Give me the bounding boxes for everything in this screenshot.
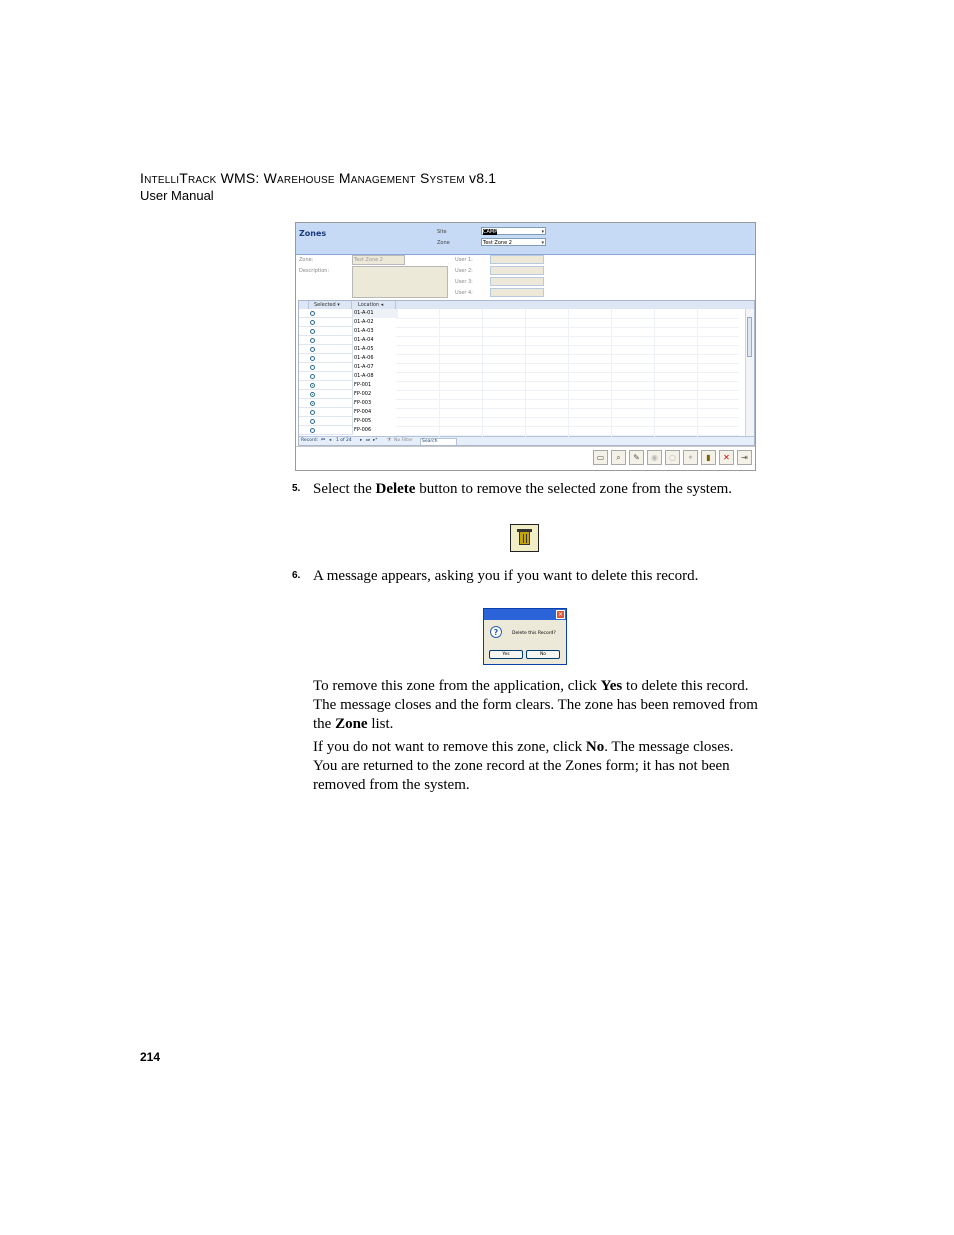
description-field[interactable] <box>352 266 448 298</box>
selected-radio[interactable] <box>310 338 315 343</box>
selected-radio[interactable] <box>310 320 315 325</box>
form-title: Zones <box>299 229 327 238</box>
p2-b: No <box>585 739 605 755</box>
zone-field-label: Zone: <box>299 257 314 263</box>
record-label: Record: <box>301 438 319 443</box>
p1-c: to delete this record. The message closes and the form clears. The zone has been removed from the <box>313 678 758 732</box>
yes-button[interactable]: Yes <box>489 650 523 659</box>
page-number: 214 <box>140 1050 161 1064</box>
zone-value: Test Zone 2 <box>483 240 512 246</box>
chevron-down-icon: ▾ <box>541 229 544 235</box>
clear-icon[interactable]: ○ <box>665 450 680 465</box>
table-row[interactable] <box>299 318 396 327</box>
open-icon[interactable]: ▭ <box>593 450 608 465</box>
dialog-message: Delete this Record? <box>512 631 556 636</box>
prev-record-icon[interactable]: ◂ <box>329 438 332 443</box>
user1-label: User 1: <box>455 257 473 263</box>
trash-can-icon <box>519 531 530 545</box>
selected-radio[interactable] <box>310 365 315 370</box>
grid-line <box>396 345 739 346</box>
step-5-number: 5. <box>292 483 301 494</box>
paragraph-no <box>313 738 758 795</box>
selected-radio[interactable] <box>310 329 315 334</box>
table-row[interactable] <box>299 327 396 336</box>
paragraph-yes <box>313 677 758 734</box>
grid-line <box>396 318 739 319</box>
toolbar-separator <box>296 446 755 447</box>
location-cell: 01-A-02 <box>352 318 398 327</box>
location-cell: FP-002 <box>352 390 398 399</box>
user3-label: User 3: <box>455 279 473 285</box>
p2-a: If you do not want to remove this zone, click <box>313 739 586 755</box>
selected-radio[interactable] <box>310 410 315 415</box>
p1-d: Zone <box>335 716 368 732</box>
p2-c: . The message closes. You are returned to the zone record at the Zones form; it has not been removed from the system. <box>313 739 734 793</box>
table-row[interactable] <box>299 399 396 408</box>
user2-label: User 2: <box>455 268 473 274</box>
running-header-title <box>140 170 496 186</box>
column-header-location-label: Location <box>358 302 380 308</box>
user3-field[interactable] <box>490 277 544 286</box>
product-title: Warehouse Management System <box>263 170 465 186</box>
cancel-icon[interactable]: ✕ <box>719 450 734 465</box>
selected-radio[interactable] <box>310 356 315 361</box>
next-record-icon[interactable]: ▸ <box>360 438 363 443</box>
grid-line <box>396 381 739 382</box>
close-icon[interactable]: × <box>557 611 564 618</box>
location-cell: 01-A-04 <box>352 336 398 345</box>
user4-label: User 4: <box>455 290 473 296</box>
table-row[interactable] <box>299 390 396 399</box>
user2-field[interactable] <box>490 266 544 275</box>
site-label: Site <box>437 229 447 235</box>
selected-radio[interactable] <box>310 401 315 406</box>
step-6-text: A message appears, asking you if you want to delete this record. <box>313 568 699 584</box>
column-header-selected-label: Selected <box>314 302 336 308</box>
filter-icon: ⧩ <box>387 438 392 443</box>
record-position[interactable]: 1 of 24 <box>336 438 352 443</box>
location-cell: 01-A-06 <box>352 354 398 363</box>
p1-e: list. <box>367 716 394 732</box>
selected-radio[interactable] <box>310 374 315 379</box>
location-cell: FP-004 <box>352 408 398 417</box>
grid-line <box>396 408 739 409</box>
selected-radio[interactable] <box>310 383 315 388</box>
table-row[interactable] <box>299 309 396 318</box>
table-row[interactable] <box>299 363 396 372</box>
question-icon: ? <box>490 626 502 638</box>
table-row[interactable] <box>299 426 396 435</box>
site-select[interactable] <box>481 227 546 235</box>
zone-label: Zone <box>437 240 450 246</box>
table-row[interactable] <box>299 372 396 381</box>
location-cell: 01-A-03 <box>352 327 398 336</box>
description-label: Description: <box>299 268 330 274</box>
zones-form-screenshot <box>295 222 756 471</box>
column-header-location[interactable]: Location ◂ <box>352 301 396 309</box>
grid-line <box>396 372 739 373</box>
p1-b: Yes <box>600 678 623 694</box>
selected-radio[interactable] <box>310 428 315 433</box>
table-row[interactable] <box>299 381 396 390</box>
location-cell: 01-A-01 <box>352 309 398 318</box>
user1-field[interactable] <box>490 255 544 264</box>
location-cell: 01-A-08 <box>352 372 398 381</box>
new-icon[interactable]: ✦ <box>683 450 698 465</box>
form-toolbar <box>593 450 752 467</box>
step-5-text-b: button to remove the selected zone from the system. <box>415 481 733 497</box>
selected-radio[interactable] <box>310 347 315 352</box>
record-navigator <box>299 436 754 445</box>
step-6-number: 6. <box>292 570 301 581</box>
step-5-text-a: Select the <box>313 481 376 497</box>
select-icon[interactable]: ◉ <box>647 450 662 465</box>
vertical-scrollbar[interactable] <box>745 309 754 437</box>
location-cell: FP-001 <box>352 381 398 390</box>
grid-header-filler <box>396 301 754 309</box>
search-input[interactable]: Search <box>420 438 457 446</box>
delete-button-icon <box>510 524 539 552</box>
user4-field[interactable] <box>490 288 544 297</box>
selected-radio[interactable] <box>310 311 315 316</box>
step-6 <box>292 568 699 585</box>
delete-icon[interactable]: ▮ <box>701 450 716 465</box>
step-5-bold: Delete <box>375 481 416 497</box>
grid-line <box>396 426 739 427</box>
form-header <box>296 223 755 255</box>
grid-line <box>396 363 739 364</box>
table-row[interactable] <box>299 408 396 417</box>
find-icon[interactable]: ⌕ <box>611 450 626 465</box>
last-record-icon[interactable]: ⏭ <box>366 438 371 443</box>
grid-line <box>396 336 739 337</box>
selected-radio[interactable] <box>310 419 315 424</box>
table-row[interactable] <box>299 354 396 363</box>
locations-grid <box>298 300 755 446</box>
zone-field[interactable]: Test Zone 2 <box>352 255 405 265</box>
grid-select-all[interactable] <box>299 301 309 309</box>
first-record-icon[interactable]: ⏮ <box>321 438 326 443</box>
delete-confirm-dialog <box>483 608 567 665</box>
grid-line <box>396 327 739 328</box>
grid-line <box>396 435 739 436</box>
product-prefix: IntelliTrack <box>140 170 217 186</box>
table-row[interactable] <box>299 417 396 426</box>
grid-line <box>396 354 739 355</box>
no-filter-label[interactable]: No Filter <box>394 438 413 443</box>
table-row[interactable] <box>299 345 396 354</box>
grid-line <box>396 390 739 391</box>
location-cell: FP-005 <box>352 417 398 426</box>
product-version: v8.1 <box>464 170 497 186</box>
selected-radio[interactable] <box>310 392 315 397</box>
p1-a: To remove this zone from the application, click <box>313 678 601 694</box>
no-button[interactable]: No <box>526 650 560 659</box>
exit-icon[interactable]: ⇥ <box>737 450 752 465</box>
dialog-titlebar <box>484 609 566 620</box>
edit-icon[interactable]: ✎ <box>629 450 644 465</box>
location-cell: 01-A-07 <box>352 363 398 372</box>
grid-line <box>396 399 739 400</box>
step-5 <box>292 481 733 498</box>
location-cell: FP-006 <box>352 426 398 435</box>
column-header-selected[interactable]: Selected ▾ <box>309 301 352 309</box>
site-value: CAMP <box>483 229 498 235</box>
new-record-icon[interactable]: ▸* <box>373 438 378 443</box>
running-header-subtitle: User Manual <box>140 188 214 203</box>
grid-line <box>396 417 739 418</box>
chevron-down-icon: ▾ <box>541 240 544 246</box>
table-row[interactable] <box>299 336 396 345</box>
location-cell: FP-003 <box>352 399 398 408</box>
product-rest: WMS: <box>216 170 264 186</box>
zone-select[interactable] <box>481 238 546 246</box>
location-cell: 01-A-05 <box>352 345 398 354</box>
scroll-thumb[interactable] <box>747 317 752 357</box>
